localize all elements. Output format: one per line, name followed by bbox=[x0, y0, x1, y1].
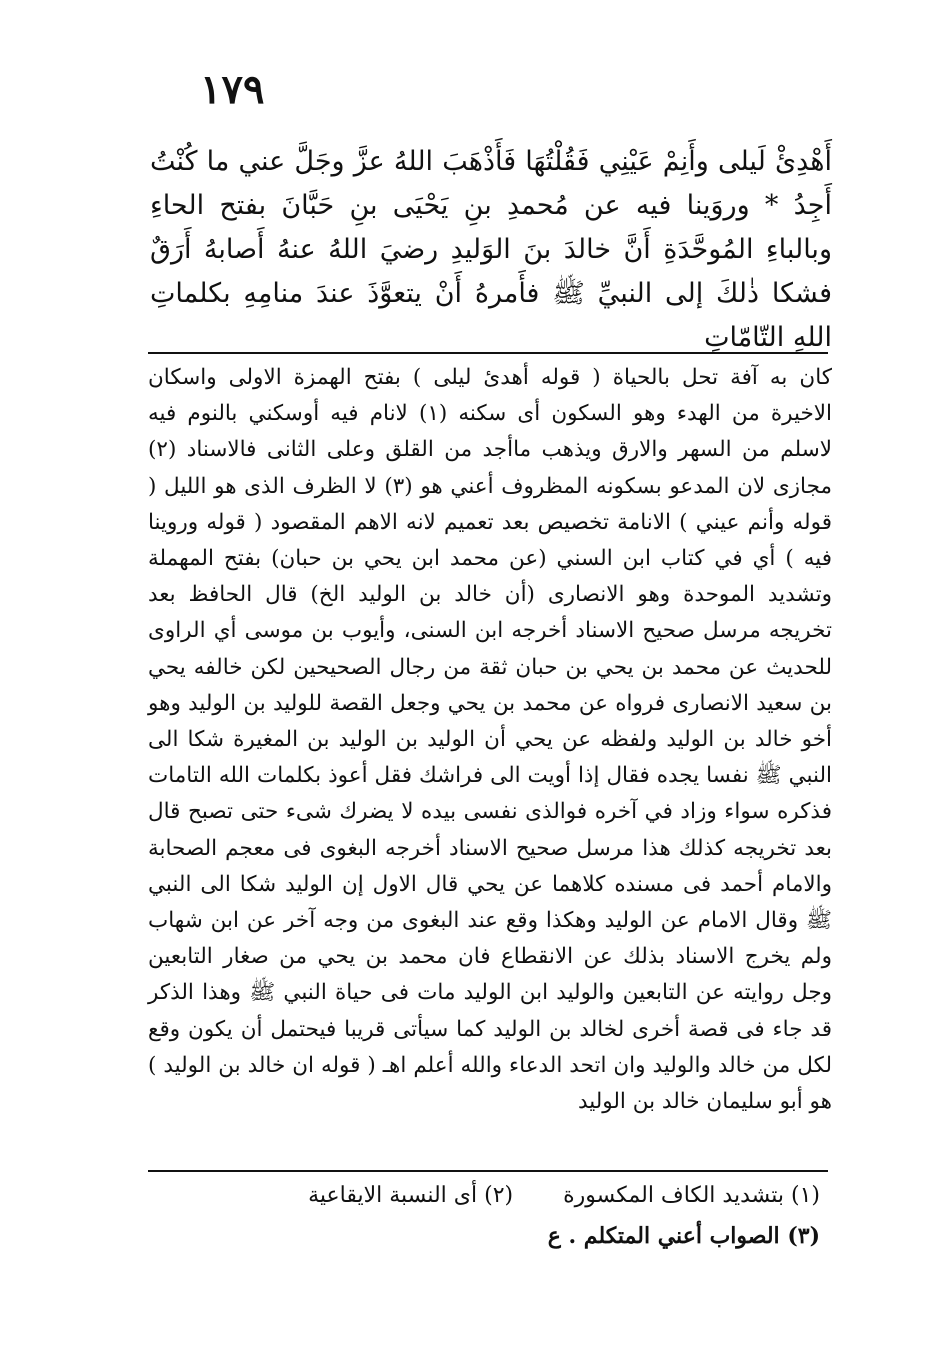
footnote-2: (٢) أى النسبة الايقاعية bbox=[308, 1183, 514, 1208]
footnote-1: (١) بتشديد الكاف المكسورة bbox=[563, 1183, 820, 1208]
footnotes-row-2 bbox=[200, 1216, 820, 1256]
main-text: أَهْدِئْ لَيلى وأَنِمْ عَيْنِي فَقُلْتُهَا فَأَذْهَبَ اللهُ عزَّ وجَلَّ عني ما كُنْتُ أَجِدُ * وروَينا فيه عن مُحمدِ بنِ يَحْيَى بنِ حَبَّانَ بفتح الحاءِ وبالباءِ المُوحَّدَةِ أَنَّ خالدَ بنَ الوَليدِ رضيَ اللهُ عنهُ أَصابهُ أَرَقٌ فشكا ذٰلكَ إلى النبيِّ ﷺ فأَمرهُ أَنْ يتعوَّذَ عندَ منامِهِ بكلماتِ اللهِ التّامّاتِ bbox=[150, 146, 832, 353]
page-number: ١٧٩ bbox=[200, 66, 265, 113]
commentary-block bbox=[148, 360, 832, 1120]
footnotes-row-1 bbox=[200, 1176, 820, 1216]
commentary-paragraph: كان به آفة تحل بالحياة ( قوله أهدئ ليلى ) بفتح الهمزة الاولى واسكان الاخيرة من الهدء وهو السكون أى سكنه (١) لانام فيه أوسكني بالنوم فيه لاسلم من السهر والارق ويذهب ماأجد من القلق وعلى الثانى فالاسناد (٢) مجازى لان المدعو بسكونه المظروف أعني هو (٣) لا الظرف الذى هو الليل ( قوله وأنم عيني ) الانامة تخصيص بعد تعميم لانه الاهم المقصود ( قوله وروينا فيه ) أي في كتاب ابن السني (عن محمد ابن يحي بن حبان) بفتح المهملة وتشديد الموحدة وهو الانصارى (أن خالد بن الوليد الخ) قال الحافظ بعد تخريجه مرسل صحيح الاسناد أخرجه ابن السنى، وأيوب بن موسى أي الراوى للحديث عن محمد بن يحي بن حبان ثقة من رجال الصحيحين لكن خالفه يحي بن سعيد الانصارى فرواه عن محمد بن يحي وجعل القصة للوليد بن الوليد وهو أخو خالد بن الوليد ولفظه عن يحي أن الوليد بن الوليد بن المغيرة شكا الى النبي ﷺ نفسا يجده فقال إذا أويت الى فراشك فقل أعوذ بكلمات الله التامات فذكره سواء وزاد في آخره فوالذى نفسى بيده لا يضرك شىء حتى تصبح قال بعد تخريجه كذلك هذا مرسل صحيح الاسناد أخرجه البغوى فى معجم الصحابة والامام أحمد فى مسنده كلاهما عن يحي قال الاول إن الوليد شكا الى النبي ﷺ وقال الامام عن الوليد وهكذا وقع عند البغوى من وجه آخر عن ابن شهاب ولم يخرج الاسناد بذلك عن الانقطاع فان محمد بن يحي من صغار التابعين وجل روايته عن التابعين والوليد ابن الوليد مات فى حياة النبي ﷺ وهذا الذكر قد جاء فى قصة أخرى لخالد بن الوليد كما سيأتى قريبا فيحتمل أن يكون وقع لكل من خالد والوليد وان اتحد الدعاء والله أعلم اهـ ( قوله ان خالد بن الوليد ) هو أبو سليمان خالد بن الوليد bbox=[148, 365, 832, 1115]
footnotes bbox=[200, 1176, 820, 1256]
separator-line-top bbox=[148, 352, 828, 354]
separator-line-bottom bbox=[148, 1170, 828, 1172]
footnote-3: (٣) الصواب أعني المتكلم . ع bbox=[547, 1223, 820, 1249]
